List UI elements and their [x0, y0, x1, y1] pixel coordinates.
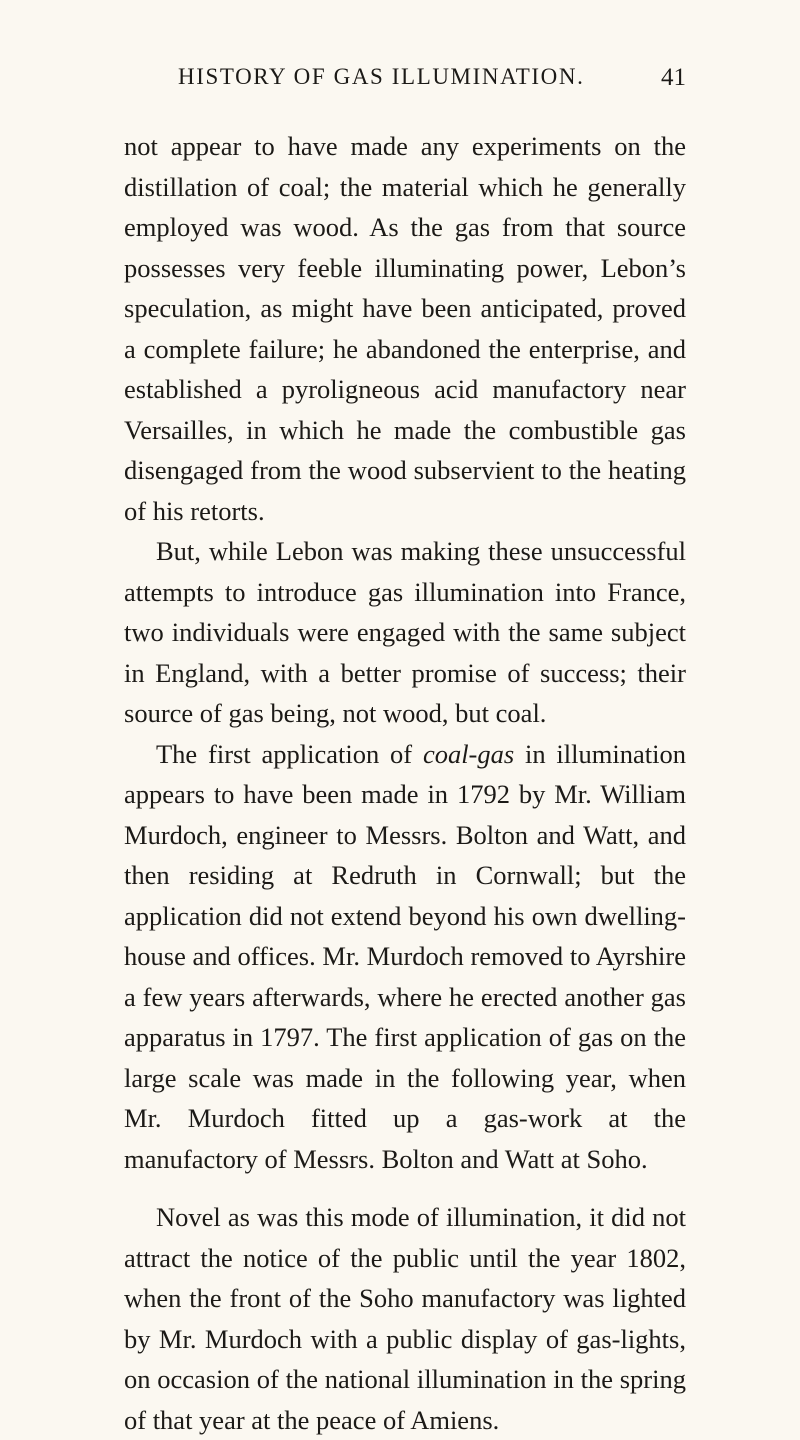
coal-gas-term: coal-gas: [422, 738, 515, 769]
running-head: [124, 64, 686, 100]
paragraph-1: not appear to have made any experiments on the distillation of coal; the material which he generally employed was wood. As the gas from that source possesses very feeble illuminating power, Lebon’s speculation, as might have been anticipated, proved a complete failure; he abandoned the enterprise, and established a pyroligneous acid manufactory near Versailles, in which he made the combustible gas disengaged from the wood subservient to the heating of his retorts.: [124, 131, 686, 526]
paragraph-2: But, while Lebon was making these unsuccessful attempts to introduce gas illumination into France, two individuals were engaged with the same subject in England, with a better promise of success; their source of gas being, not wood, but coal.: [124, 536, 686, 728]
running-title: HISTORY OF GAS ILLUMINATION.: [178, 64, 585, 89]
body-text: [124, 126, 686, 1440]
paragraph-3: [124, 734, 686, 1180]
paragraph-3-start: The first application of: [156, 738, 423, 769]
paragraph-4: Novel as was this mode of illumination, it did not attract the notice of the public until the year 1802, when the front of the Soho manufactory was lighted by Mr. Murdoch with a public display of gas-lights, on occasion of the national illumination in the spring of that year at the peace of Amiens.: [124, 1202, 686, 1435]
page-number: 41: [661, 64, 686, 91]
paragraph-3-rest: in illumination appears to have been made in 1792 by Mr. William Murdoch, engineer to Messrs. Bolton and Watt, and then residing at Redruth in Cornwall; but the application did not extend beyond his own dwelling-house and offices. Mr. Murdoch removed to Ayrshire a few years afterwards, where he erected another gas apparatus in 1797. The first application of gas on the large scale was made in the following year, when Mr. Murdoch fitted up a gas-work at the manufactory of Messrs. Bolton and Watt at Soho.: [124, 738, 686, 1174]
